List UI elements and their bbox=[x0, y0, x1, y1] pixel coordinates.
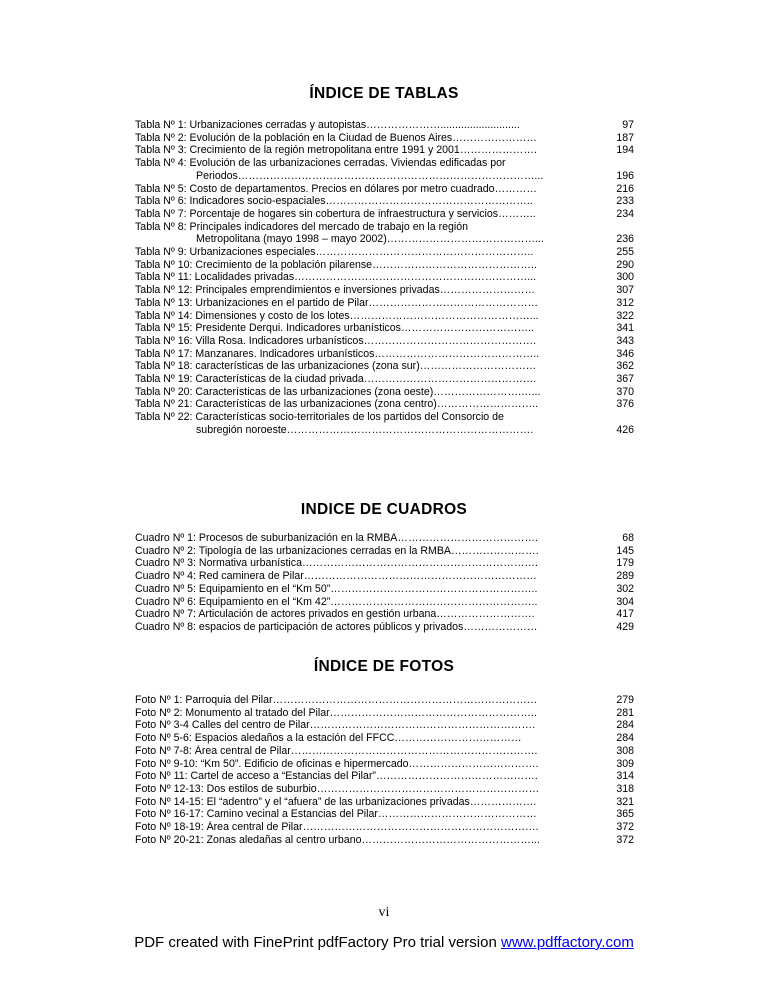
entry-label-line: Foto Nº 11: Cartel de acceso a “Estancias del Pilar”………………………………………. bbox=[135, 770, 538, 783]
entry-page-number: 236 bbox=[616, 233, 634, 246]
entry-label bbox=[135, 246, 590, 259]
entry-label-line: Foto Nº 14-15: El “adentro” y el “afuera” de las urbanizaciones privadas………………. bbox=[135, 795, 537, 808]
entry-label-line: Tabla Nº 6: Indicadores socio-espaciales………………………………………………….. bbox=[135, 195, 533, 208]
cuadros-title: INDICE DE CUADROS bbox=[300, 501, 468, 518]
entry-label-line: Tabla Nº 2: Evolución de la población en la Ciudad de Buenos Aires…………………… bbox=[135, 131, 537, 144]
entry-page-number: 233 bbox=[616, 195, 634, 208]
index-entry bbox=[135, 411, 635, 436]
entry-label-line: Tabla Nº 14: Dimensiones y costo de los lotes……………………………………………... bbox=[135, 309, 539, 322]
index-entry bbox=[135, 557, 635, 570]
entry-label-line: Cuadro Nº 6: Equipamiento en el “Km 42”………………………………………………….. bbox=[135, 595, 538, 608]
entry-page-number: 314 bbox=[616, 770, 634, 783]
entry-label bbox=[135, 608, 590, 621]
entry-label bbox=[135, 119, 590, 132]
entry-page-number: 281 bbox=[616, 706, 634, 719]
entry-label bbox=[135, 583, 590, 596]
entry-page-number: 417 bbox=[616, 608, 634, 621]
entry-page-number: 290 bbox=[616, 258, 634, 271]
entry-label bbox=[135, 195, 590, 208]
entry-label bbox=[135, 221, 590, 246]
entry-label-line: Tabla Nº 15: Presidente Derqui. Indicadores urbanísticos……………………………….. bbox=[135, 322, 534, 335]
entry-label bbox=[135, 719, 590, 732]
entry-page-number: 365 bbox=[616, 808, 634, 821]
entry-label-line: Tabla Nº 20: Características de las urbanizaciones (zona oeste)…………………….…... bbox=[135, 385, 541, 398]
entry-label bbox=[135, 360, 590, 373]
entry-label-line: Tabla Nº 19: Características de la ciudad privada…………………………………………. bbox=[135, 373, 537, 386]
index-entry bbox=[135, 596, 635, 609]
entry-page-number: 343 bbox=[616, 334, 634, 347]
index-entry bbox=[135, 732, 635, 745]
entry-page-number: 346 bbox=[616, 347, 634, 360]
entry-label-line: Foto Nº 3-4 Calles del centro de Pilar………………………………………………………. bbox=[135, 719, 536, 732]
index-entry bbox=[135, 119, 635, 132]
entry-page-number: 187 bbox=[616, 131, 634, 144]
entry-page-number: 302 bbox=[616, 582, 634, 595]
index-entry bbox=[135, 808, 635, 821]
entry-label bbox=[135, 596, 590, 609]
entry-label-line: Cuadro Nº 5: Equipamiento en el “Km 50”………………………………………………….. bbox=[135, 582, 538, 595]
entry-label-line: Tabla Nº 17: Manzanares. Indicadores urbanísticos……………………………………….. bbox=[135, 347, 540, 360]
entry-label-line: Foto Nº 7-8: Área central de Pilar……………………………………………………………. bbox=[135, 744, 538, 757]
entry-label-line: Metropolitana (mayo 1998 – mayo 2002)……………………………………... bbox=[196, 233, 544, 246]
entry-label bbox=[135, 208, 590, 221]
entry-label bbox=[135, 557, 590, 570]
index-entry bbox=[135, 608, 635, 621]
entry-label bbox=[135, 310, 590, 323]
index-entry bbox=[135, 719, 635, 732]
tablas-title: ÍNDICE DE TABLAS bbox=[309, 85, 459, 102]
index-entry bbox=[135, 796, 635, 809]
entry-page-number: 426 bbox=[616, 423, 634, 436]
index-entry bbox=[135, 271, 635, 284]
entry-page-number: 341 bbox=[616, 322, 634, 335]
index-entry bbox=[135, 398, 635, 411]
entry-label-line: Tabla Nº 7: Porcentaje de hogares sin cobertura de infraestructura y servicios……….. bbox=[135, 207, 536, 220]
entry-label bbox=[135, 834, 590, 847]
entry-page-number: 312 bbox=[616, 296, 634, 309]
entry-page-number: 372 bbox=[616, 821, 634, 834]
index-entry bbox=[135, 144, 635, 157]
entry-label bbox=[135, 621, 590, 634]
index-entry bbox=[135, 297, 635, 310]
entry-label bbox=[135, 745, 590, 758]
entry-label-line: Cuadro Nº 3: Normativa urbanística…………………………………………………………. bbox=[135, 557, 538, 570]
entry-label bbox=[135, 183, 590, 196]
entry-label bbox=[135, 770, 590, 783]
entry-label-line: Tabla Nº 18: características de las urbanizaciones (zona sur)…………………………… bbox=[135, 360, 537, 373]
pdf-footer bbox=[0, 934, 768, 951]
entry-label bbox=[135, 411, 590, 436]
entry-page-number: 216 bbox=[616, 182, 634, 195]
entry-page-number: 179 bbox=[616, 557, 634, 570]
index-entry bbox=[135, 208, 635, 221]
index-entry bbox=[135, 770, 635, 783]
index-entry bbox=[135, 758, 635, 771]
index-entry bbox=[135, 360, 635, 373]
entry-label-line: Foto Nº 2: Monumento al tratado del Pilar………………………………………………….. bbox=[135, 706, 537, 719]
index-entry bbox=[135, 745, 635, 758]
entry-page-number: 309 bbox=[616, 757, 634, 770]
index-entry bbox=[135, 246, 635, 259]
entry-label bbox=[135, 157, 590, 182]
entry-page-number: 279 bbox=[616, 694, 634, 706]
entry-label bbox=[135, 259, 590, 272]
entry-label-line: Tabla Nº 10: Crecimiento de la población pilarense……………………………………….. bbox=[135, 258, 537, 271]
entry-label bbox=[135, 808, 590, 821]
entry-label bbox=[135, 297, 590, 310]
entry-page-number: 304 bbox=[616, 595, 634, 608]
index-entry bbox=[135, 132, 635, 145]
index-entry bbox=[135, 373, 635, 386]
entry-page-number: 376 bbox=[616, 398, 634, 411]
entry-label bbox=[135, 335, 590, 348]
entry-label-line: Cuadro Nº 8: espacios de participación de actores públicos y privados………………… bbox=[135, 620, 538, 633]
entry-label-line: Cuadro Nº 7: Articulación de actores privados en gestión urbana………………………. bbox=[135, 608, 535, 621]
entry-label bbox=[135, 821, 590, 834]
entry-label-line: Tabla Nº 13: Urbanizaciones en el partido de Pilar………………………………………… bbox=[135, 296, 539, 309]
entry-page-number: 194 bbox=[616, 144, 634, 157]
entry-label-line: Foto Nº 18-19: Área central de Pilar…………………………………………………………. bbox=[135, 821, 539, 834]
index-entry bbox=[135, 821, 635, 834]
entry-page-number: 196 bbox=[616, 169, 634, 182]
index-entry bbox=[135, 335, 635, 348]
entry-label bbox=[135, 707, 590, 720]
entry-label-line: Tabla Nº 9: Urbanizaciones especiales…………………………………………………….. bbox=[135, 246, 534, 259]
entry-label bbox=[135, 322, 590, 335]
entry-label bbox=[135, 144, 590, 157]
entry-label-line: Foto Nº 20-21: Zonas aledañas al centro urbano…………………………………………... bbox=[135, 833, 540, 846]
entry-label bbox=[135, 271, 590, 284]
cuadros-list bbox=[135, 532, 635, 634]
entry-label-line: Foto Nº 12-13: Dos estilos de suburbio……………………………………………………… bbox=[135, 782, 540, 795]
entry-label-line: Tabla Nº 5: Costo de departamentos. Precios en dólares por metro cuadrado………… bbox=[135, 182, 537, 195]
entry-page-number: 284 bbox=[616, 732, 634, 745]
entry-page-number: 300 bbox=[616, 271, 634, 284]
index-entry bbox=[135, 322, 635, 335]
entry-page-number: 318 bbox=[616, 782, 634, 795]
index-entry bbox=[135, 783, 635, 796]
footer-text: PDF created with FinePrint pdfFactory Pro trial version bbox=[134, 934, 501, 951]
entry-label bbox=[135, 373, 590, 386]
entry-page-number: 372 bbox=[616, 833, 634, 846]
entry-page-number: 234 bbox=[616, 207, 634, 220]
entry-label-line: Tabla Nº 12: Principales emprendimientos e inversiones privadas……………………… bbox=[135, 284, 536, 297]
entry-page-number: 362 bbox=[616, 360, 634, 373]
index-entry bbox=[135, 834, 635, 847]
entry-label-line: Tabla Nº 3: Crecimiento de la región metropolitana entre 1991 y 2001…………………. bbox=[135, 144, 537, 157]
entry-label bbox=[135, 796, 590, 809]
entry-page-number: 321 bbox=[616, 795, 634, 808]
index-entry bbox=[135, 284, 635, 297]
page-number: vi bbox=[378, 905, 390, 920]
entry-label bbox=[135, 284, 590, 297]
entry-page-number: 255 bbox=[616, 246, 634, 259]
entry-page-number: 308 bbox=[616, 744, 634, 757]
entry-page-number: 68 bbox=[622, 532, 634, 544]
entry-label-line: Foto Nº 9-10: “Km 50”. Edificio de oficinas e hipermercado………………………………. bbox=[135, 757, 539, 770]
entry-label bbox=[135, 132, 590, 145]
entry-label-line: Tabla Nº 8: Principales indicadores del mercado de trabajo en la región bbox=[135, 220, 469, 233]
entry-label-line: Foto Nº 5-6: Espacios aledaños a la estación del FFCC……………………………… bbox=[135, 732, 522, 745]
fotos-list bbox=[135, 694, 635, 846]
index-entry bbox=[135, 570, 635, 583]
index-entry bbox=[135, 621, 635, 634]
index-entry bbox=[135, 694, 635, 707]
entry-page-number: 307 bbox=[616, 284, 634, 297]
entry-page-number: 97 bbox=[622, 119, 634, 131]
entry-label-line: Tabla Nº 1: Urbanizaciones cerradas y autopistas…………………........................... bbox=[135, 119, 520, 131]
entry-label-line: Cuadro Nº 4: Red caminera de Pilar………………………………………………………… bbox=[135, 570, 537, 583]
index-entry bbox=[135, 195, 635, 208]
index-entry bbox=[135, 157, 635, 182]
entry-label bbox=[135, 732, 590, 745]
index-entry bbox=[135, 707, 635, 720]
entry-page-number: 367 bbox=[616, 373, 634, 386]
entry-page-number: 322 bbox=[616, 309, 634, 322]
entry-label-line: Tabla Nº 16: Villa Rosa. Indicadores urbanísticos…………………………………………. bbox=[135, 334, 537, 347]
entry-label bbox=[135, 386, 590, 399]
index-entry bbox=[135, 221, 635, 246]
index-entry bbox=[135, 532, 635, 545]
entry-page-number: 284 bbox=[616, 719, 634, 732]
index-entry bbox=[135, 348, 635, 361]
entry-label-line: Tabla Nº 22: Características socio-territoriales de los partidos del Consorcio de bbox=[135, 411, 504, 424]
entry-label-line: Foto Nº 16-17: Camino vecinal a Estancias del Pilar……………………………………… bbox=[135, 808, 537, 821]
entry-label-line: Tabla Nº 11: Localidades privadas…………………………………………………………... bbox=[135, 271, 537, 284]
entry-label bbox=[135, 398, 590, 411]
entry-label-line: Cuadro Nº 1: Procesos de suburbanización en la RMBA…………………………………. bbox=[135, 532, 539, 544]
entry-label bbox=[135, 783, 590, 796]
entry-page-number: 429 bbox=[616, 620, 634, 633]
index-entry bbox=[135, 583, 635, 596]
entry-label-line: Cuadro Nº 2: Tipología de las urbanizaciones cerradas en la RMBA……………………. bbox=[135, 544, 539, 557]
entry-label-line: subregión noroeste……………………………………………………………. bbox=[196, 423, 534, 436]
index-entry bbox=[135, 183, 635, 196]
entry-page-number: 289 bbox=[616, 570, 634, 583]
entry-label bbox=[135, 545, 590, 558]
footer-link[interactable]: www.pdffactory.com bbox=[500, 934, 634, 951]
fotos-title: ÍNDICE DE FOTOS bbox=[313, 658, 455, 675]
index-entry bbox=[135, 386, 635, 399]
entry-label-line: Foto Nº 1: Parroquia del Pilar………………………………………………………………… bbox=[135, 694, 538, 706]
tablas-list bbox=[135, 119, 635, 437]
entry-page-number: 370 bbox=[616, 385, 634, 398]
entry-page-number: 145 bbox=[616, 544, 634, 557]
entry-label bbox=[135, 758, 590, 771]
index-entry bbox=[135, 259, 635, 272]
entry-label-line: Periodos…………………………………………………………………………... bbox=[196, 169, 544, 182]
entry-label bbox=[135, 532, 590, 545]
index-entry bbox=[135, 545, 635, 558]
entry-label bbox=[135, 570, 590, 583]
index-entry bbox=[135, 310, 635, 323]
entry-label-line: Tabla Nº 4: Evolución de las urbanizaciones cerradas. Viviendas edificadas por bbox=[135, 157, 506, 170]
entry-label bbox=[135, 348, 590, 361]
entry-label-line: Tabla Nº 21: Características de las urbanizaciones (zona centro)……………………….. bbox=[135, 398, 539, 411]
entry-label bbox=[135, 694, 590, 707]
